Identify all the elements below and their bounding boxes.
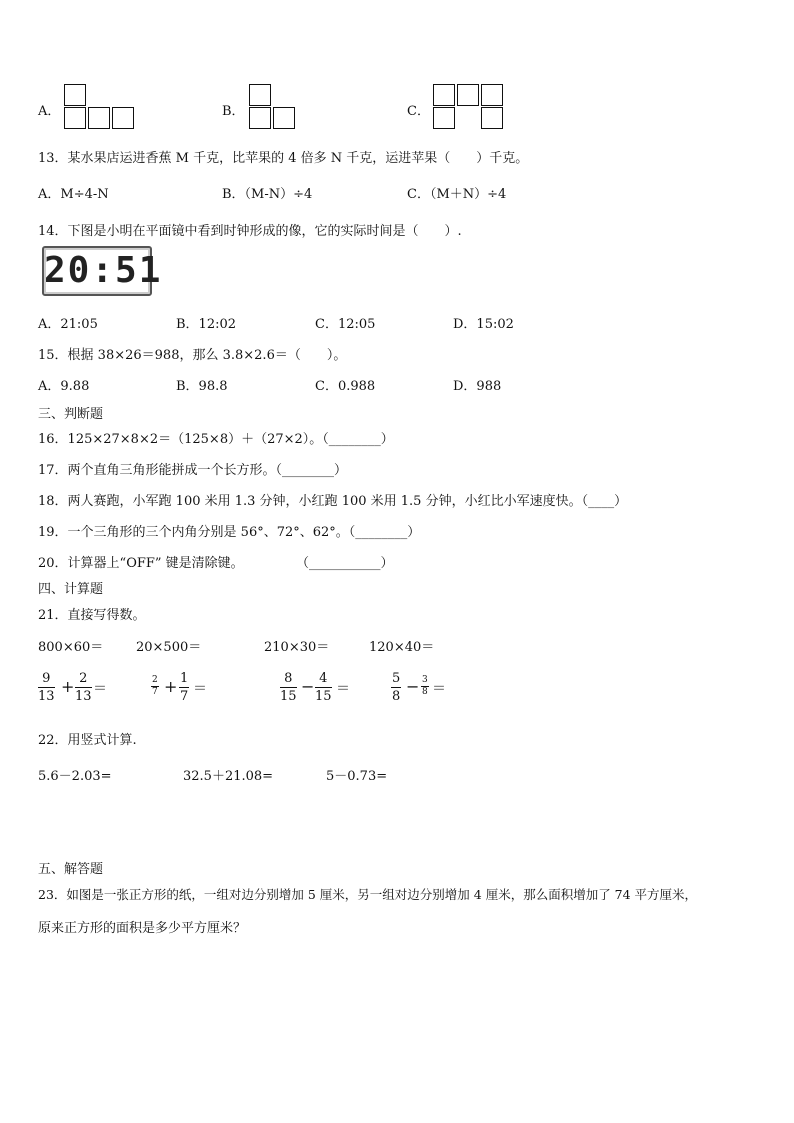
q15-option-c: C．0.988 xyxy=(315,379,376,394)
clock-display: 20:51 xyxy=(44,250,163,291)
q21-stem: 21．直接写得数。 xyxy=(38,608,146,623)
q23-text-line-2: 原来正方形的面积是多少平方厘米？ xyxy=(38,921,247,936)
q23-text-line-1: 23．如图是一张正方形的纸，一组对边分别增加 5 厘米，另一组对边分别增加 4 厘米，那么面积增加了 74 平方厘米， xyxy=(38,887,698,902)
q14-option-a: A．21:05 xyxy=(38,317,98,332)
q20-statement: 20．计算器上“OFF” 键是清除键。 xyxy=(38,556,244,571)
section-title-solve: 五、解答题 xyxy=(38,862,104,877)
q22-stem: 22．用竖式计算. xyxy=(38,733,137,748)
q20-answer-blank: （___________） xyxy=(296,556,394,571)
q15-option-d: D．988 xyxy=(453,379,502,394)
q19-statement: 19．一个三角形的三个内角分别是 56°、72°、62°。（________） xyxy=(38,525,421,540)
q17-statement: 17．两个直角三角形能拼成一个长方形。（________） xyxy=(38,463,348,478)
q13-stem: 13．某水果店运进香蕉 M 千克，比苹果的 4 倍多 N 千克，运进苹果（ ）千克。 xyxy=(38,151,529,166)
q22-item-1: 5.6－2.03= xyxy=(38,769,112,784)
q14-option-b: B．12:02 xyxy=(176,317,237,332)
q16-statement: 16．125×27×8×2＝（125×8）＋（27×2）。（________） xyxy=(38,432,394,447)
q15-option-a: A．9.88 xyxy=(38,379,90,394)
q12-option-a-label: A． xyxy=(38,104,61,119)
q22-item-2: 32.5＋21.08= xyxy=(183,769,274,784)
q15-stem: 15．根据 38×26＝988，那么 3.8×2.6＝（ ）。 xyxy=(38,348,347,363)
q18-statement: 18．两人赛跑，小军跑 100 米用 1.3 分钟，小红跑 100 米用 1.5 分钟，小红比小军速度快。（____） xyxy=(38,494,628,509)
digital-clock-figure xyxy=(42,246,163,296)
q14-option-d: D．15:02 xyxy=(453,317,514,332)
q12-option-c-label: C． xyxy=(407,104,430,119)
q14-option-c: C．12:05 xyxy=(315,317,376,332)
q13-option-c: C．（M＋N）÷4 xyxy=(407,187,507,202)
q14-stem: 14．下图是小明在平面镜中看到时钟形成的像，它的实际时间是（ ）. xyxy=(38,224,462,239)
q21-item-1: 800×60＝ xyxy=(38,640,104,655)
q15-option-b: B．98.8 xyxy=(176,379,228,394)
q21-item-3: 210×30＝ xyxy=(264,640,330,655)
q22-item-3: 5－0.73= xyxy=(326,769,388,784)
q12-option-b-label: B． xyxy=(222,104,245,119)
q13-option-a: A．M÷4-N xyxy=(38,187,109,202)
section-title-judgment: 三、判断题 xyxy=(38,407,104,422)
q21-item-2: 20×500＝ xyxy=(136,640,202,655)
q13-option-b: B．（M-N）÷4 xyxy=(222,187,313,202)
q21-item-4: 120×40＝ xyxy=(369,640,435,655)
section-title-calculation: 四、计算题 xyxy=(38,582,104,597)
